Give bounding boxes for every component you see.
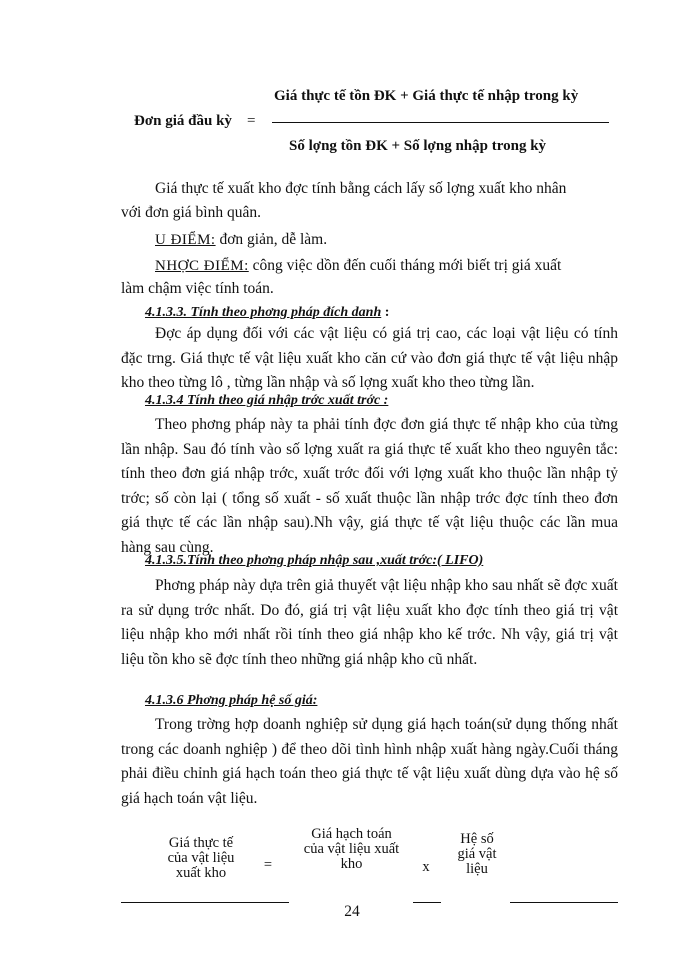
formula-numerator: Giá thực tế tồn ĐK + Giá thực tế nhập trong kỳ [274, 88, 579, 104]
section-heading-4-1-3-4: 4.1.3.4 Tính theo giá nhập trớc xuất trớc : [145, 393, 389, 408]
section-heading-4-1-3-3 [145, 303, 389, 321]
paragraph-line: làm chậm việc tính toán. [121, 280, 274, 297]
advantage-label: U ĐIỂM: [155, 232, 216, 248]
section-heading-4-1-3-6: 4.1.3.6 Phơng pháp hệ số giá: [145, 693, 318, 708]
paragraph: Trong trờng hợp doanh nghiệp sử dụng giá hạch toán(sử dụng thống nhất trong các doanh nghiệp ) để theo dõi tình hình nhập xuất hàng ngày.Cuối tháng phải điều chỉnh giá hạch toán theo giá thực tế vật liệu xuất dùng dựa vào hệ số giá hạch toán vật liệu. [121, 716, 618, 807]
formula-term-actual-price: Giá thực tế của vật liệu xuất kho [167, 835, 235, 881]
formula-term-accounting-price: Giá hạch toán của vật liệu xuất kho [303, 826, 400, 872]
formula-underline [413, 902, 441, 903]
disadvantage-text: công việc dồn đến cuối tháng mới biết trị giá xuất [248, 257, 562, 274]
paragraph: Đợc áp dụng đối với các vật liệu có giá trị cao, các loại vật liệu có tính đặc trng. Giá thực tế vật liệu xuất kho căn cứ vào đơn giá thực tế vật liệu nhập kho theo từng lô , từng lần nhập và số lợng xuất kho theo từng lần. [121, 325, 618, 391]
disadvantage-label: NHỢC ĐIỂM: [155, 258, 249, 274]
formula-equals: = [263, 857, 273, 873]
paragraph-line: Giá thực tế xuất kho đợc tính bằng cách lấy số lợng xuất kho nhân [155, 180, 567, 197]
advantage-line [155, 231, 327, 249]
section-heading-4-1-3-5: 4.1.3.5.Tính theo phơng pháp nhập sau ,xuất trớc:( LIFO) [145, 553, 484, 568]
paragraph: Theo phơng pháp này ta phải tính đợc đơn giá thực tế nhập kho của từng lần nhập. Sau đó tính vào số lợng xuất ra giá thực tế xuất kho theo nguyên tắc: tính theo đơn giá nhập trớc, xuất trớc đối với lợng xuất kho thuộc lần nhập tỷ trớc; số còn lại ( tổng số xuất - số xuất thuộc lần nhập trớc đợc tính theo đơn giá thực tế các lần nhập sau).Nh vậy, giá thực tế vật liệu thuộc các lần mua hàng sau cùng. [121, 416, 618, 556]
formula-multiply: x [422, 859, 430, 875]
paragraph: Phơng pháp này dựa trên giả thuyết vật liệu nhập kho sau nhất sẽ đợc xuất ra sử dụng trớc nhất. Do đó, giá trị vật liệu xuất kho đợc tính theo giá trị vật liệu nhập kho mới nhất rồi tính theo giá nhập kho kế trớc. Nh vậy, giá trị vật liệu tồn kho sẽ đợc tính theo những giá nhập kho cũ nhất. [121, 577, 618, 668]
formula-underline [121, 902, 289, 903]
formula-underline [510, 902, 618, 903]
heading-text: 4.1.3.3. Tính theo phơng pháp đích danh [145, 305, 382, 320]
formula-equals: = [247, 113, 256, 129]
formula-fraction-bar [272, 122, 609, 123]
page-number: 24 [344, 903, 360, 920]
formula-term-coefficient: Hệ số giá vật liệu [457, 831, 497, 877]
formula-denominator: Số lợng tồn ĐK + Số lợng nhập trong kỳ [289, 138, 547, 154]
advantage-text: đơn giản, dễ làm. [215, 231, 328, 248]
heading-suffix: : [381, 305, 390, 320]
disadvantage-line [155, 257, 561, 275]
paragraph-line: với đơn giá bình quân. [121, 204, 261, 221]
formula-lhs: Đơn giá đầu kỳ [134, 113, 232, 129]
